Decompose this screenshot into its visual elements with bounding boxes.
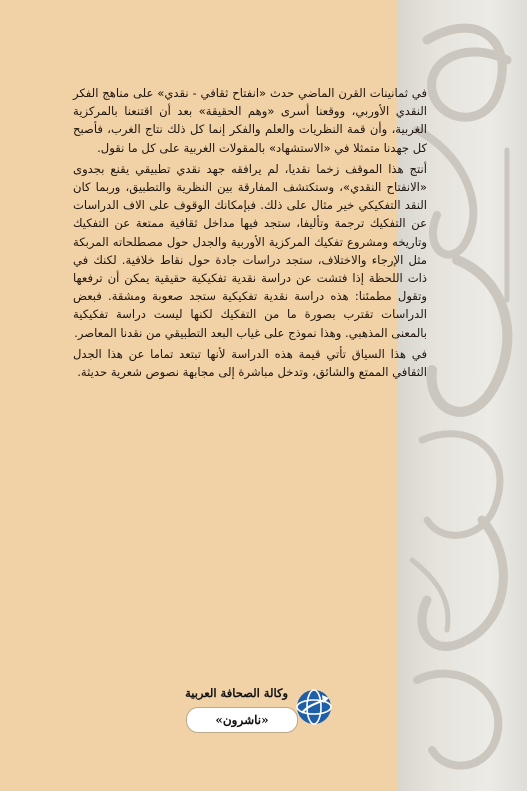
- blurb-paragraph-3: في هذا السياق تأتي قيمة هذه الدراسة لأنها تبتعد تماما عن هذا الجدل الثقافي الممتع والشائق، وتدخل مباشرة إلى مجابهة نصوص شعرية حديثة.: [73, 346, 427, 380]
- publisher-name: وكالة الصحافة العربية: [185, 686, 288, 700]
- blurb-text: [73, 84, 427, 384]
- publisher-subtitle: «ناشرون»: [186, 707, 298, 733]
- blurb-paragraph-2: أنتج هذا الموقف زخما نقديا، لم يرافقه جهد نقدي تطبيقي يقنع بجدوى «الانفتاح النقدي»، وستكتشف المفارقة بين النظرية والتطبيق، وربما كان النقد التفكيكي خير مثال على ذلك. فبإمكانك الوقوف على الاف الدراسات عن التفكيك ترجمة وتأليفا، ستجد فيها مداخل ثقافية ممتعة عن التفكيك وتاريخه ومشروع تفكيك المركزية الأوربية والجدل حول مصطلحاته المربكة مثل الإرجاء والاختلاف، ستجد دراسات جادة حول نقاط خلافية. لكنك في ذات اللحظة إذا فتشت عن دراسة نقدية تفكيكية حقيقية يمكن أن ترفعها وتقول مطمئنا: هذه دراسة نقدية تفكيكية ستجد صعوبة ومشقة. فبعض الدراسات تقترب بصورة ما من التفكيك لكنها ليست دراسة تفكيكية بالمعنى المذهبي. وهذا نموذج على غياب البعد التطبيقي من نقدنا المعاصر.: [73, 161, 427, 340]
- publisher-logo: [160, 681, 340, 737]
- globe-emblem-icon: [294, 687, 334, 727]
- blurb-paragraph-1: في ثمانينات القرن الماضي حدث «انفتاح ثقافي - نقدي» على مناهج الفكر النقدي الأوربي، ووقعنا أسرى «وهم الحقيقة» بعد أن اقتنعنا بالمركزية الغربية، وأن قمة النظريات والعلم والفكر إنما كل ذلك نتاج الغرب، فأصبح كل جهدنا متمثلا في «الاستشهاد» بالمقولات الغربية على كل ما نقول.: [73, 86, 427, 155]
